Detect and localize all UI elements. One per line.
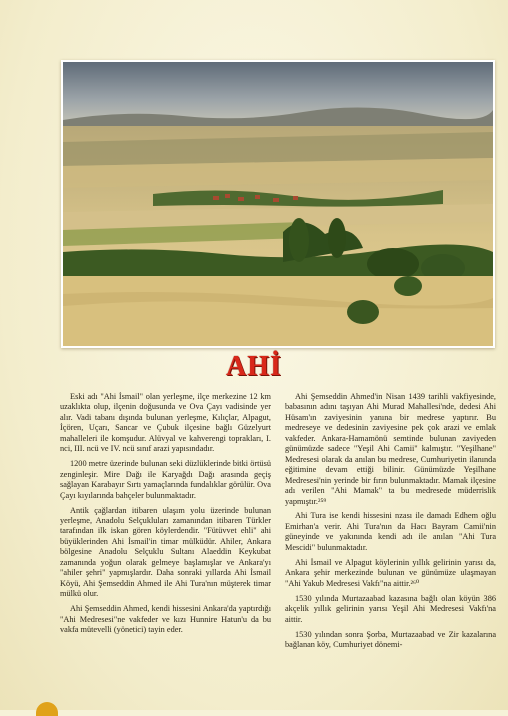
- paragraph: Eski adı "Ahi İsmail" olan yerleşme, ilçe merkezine 12 km uzaklıkta olup, ilçenin doğusunda ve Ova Çayı vadisinde yer alır. Vadi tabanı dışında bulunan yerleşme, Kılıçlar, Alpagut, İçören, Uçarı, Sancar ve Çubuk ilçesine bağlı Güzelyurt mahalleleri ile komşudur. Alüvyal ve kahverengi toprakları, I. nci, III. ncü ve IV. ncü sınıf arazi yapısındadır.: [60, 392, 271, 454]
- paragraph: 1200 metre üzerinde bulunan seki düzlüklerinde bitki örtüsü zenginleşir. Mire Dağı ile Karyağdı Dağı arasında geçiş sağlayan Karabayır Sırtı yamaçlarında fundalıklar görülür. Ova Çayı kıyılarında bahçeler bulunmaktadır.: [60, 459, 271, 500]
- paragraph: Ahi Şemseddin Ahmed'in Nisan 1439 tarihli vakfiyesinde, babasının adını taşıyan Ahi Murad Mahallesi'nde, dedesi Ahi Hüsam'ın zaviyesinin yanına bir medrese yaptırır. Bu medreseye ve dedesinin zaviyesine pek çok arazi ve emlak vakfeder. Ankara-Hamamönü semtinde bulunan zaviyeden günümüzde sadece "Yeşil Ahi Camii" kalmıştır. "Yeşilhane" Medresesi olarak da anılan bu medrese, Cumhuriyetin ilanında eğitimine devam ettiği bilinir. Günümüzde Yeşilhane Medresesi'nin yerinde bir fırın bulunmaktadır. Mamak ilçesine adı verilen "Ahi Mamak" ta bu medresede müderrislik yapmıştır.²⁵⁹: [285, 392, 496, 506]
- article-heading: AHİ: [226, 351, 282, 382]
- article-body: [60, 392, 496, 710]
- paragraph: 1530 yılında Murtazaabad kazasına bağlı olan köyün 386 akçelik yıllık gelirinin yarısı Yeşil Ahi Medresesi Vakfı'na aittir.: [285, 593, 496, 624]
- paragraph: Ahi Tura ise kendi hissesini nzası ile damadı Edhem oğlu Emirhan'a verir. Ahi Tura'nın da Hacı Bayram Camii'nin güneyinde ve yakınında kendi adı ile anılan "Ahi Tura Mescidi" bulunmaktadır.: [285, 511, 496, 552]
- paragraph: Antik çağlardan itibaren ulaşım yolu üzerinde bulunan yerleşme, Anadolu Selçukluları zamanından itibaren Türkler tarafından ilk iskan gören köylerdendir. "Fütüvvet ehli" ahi büyüklerinden Ahi İsmail'in timar mülküdür. Ahiler, Ankara bölgesine Anadolu Selçuklu Sultanı Alaeddin Keykubat zamanında yoğun olarak gelmeye başlamışlar ve Ankara'yı "ahiler şehri" yapmışlardır. Daha sonraki yıllarda Ahi İsmail Köyü, Ahi Şemseddin Ahmed ile Ahi Tura'nın müşterek timar mülkü olur.: [60, 505, 271, 599]
- paragraph: Ahi İsmail ve Alpagut köylerinin yıllık gelirinin yarısı da, Ankara şehir merkezinde bulunan ve günümüze ulaşmayan "Ahi Yakub Medresesi Vakfı"na aittir.²⁶⁰: [285, 557, 496, 588]
- paragraph: 1530 yılından sonra Şorba, Murtazaabad ve Zir kazalarına bağlanan köy, Cumhuriyet dönemi-: [285, 629, 496, 649]
- right-column: [285, 392, 496, 710]
- left-column: [60, 392, 271, 710]
- paragraph: Ahi Şemseddin Ahmed, kendi hissesini Ankara'da yaptırdığı "Ahi Medresesi"ne vakfeder ve kızı Hunnire Hatun'u da bu vakfa mütevelli (yönetici) tayin eder.: [60, 604, 271, 635]
- landscape-photo: [61, 60, 495, 348]
